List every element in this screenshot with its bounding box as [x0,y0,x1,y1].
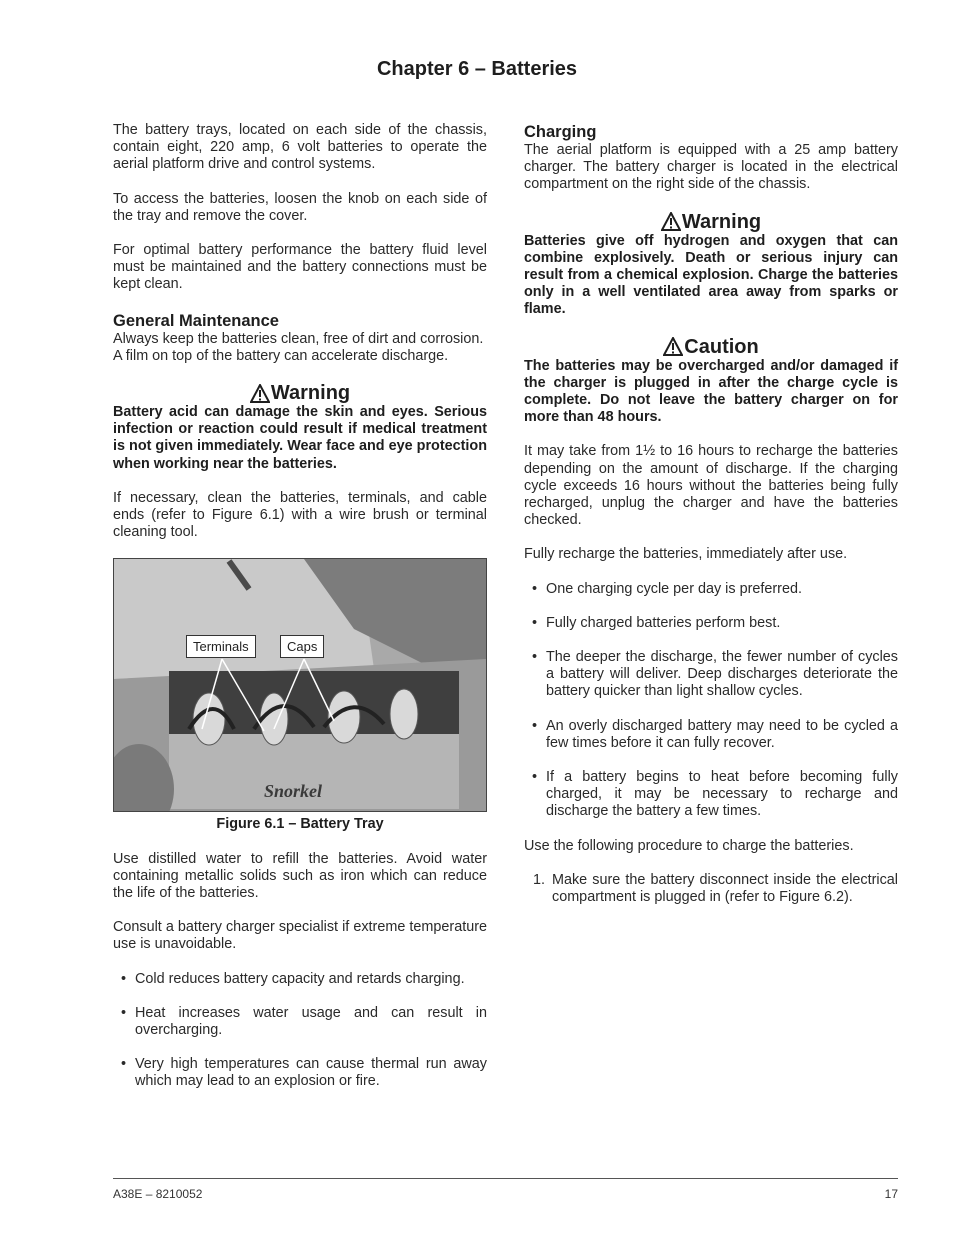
list-item [524,872,898,906]
list-item: • Fully charged batteries perform best. [524,615,898,632]
warning-triangle-icon [661,212,681,231]
charging-paragraph: The aerial platform is equipped with a 25 amp battery charger. The battery charger is located in the electrical compartment on the right side of the chassis. [524,142,898,193]
warning-heading [524,211,898,233]
footer-document-id: A38E – 8210052 [113,1187,203,1201]
list-item: • Heat increases water usage and can result in overcharging. [113,1005,487,1039]
fully-recharge-paragraph: Fully recharge the batteries, immediately after use. [524,546,848,563]
temperature-paragraph: Consult a battery charger specialist if extreme temperature use is unavoidable. [113,919,487,953]
figure-caption: Figure 6.1 – Battery Tray [216,816,384,833]
caution-triangle-icon [663,337,683,356]
charging-heading: Charging [524,123,597,141]
cleaning-paragraph: If necessary, clean the batteries, terminals, and cable ends (refer to Figure 6.1) with a wire brush or terminal cleaning tool. [113,489,487,541]
recharge-paragraph: It may take from 1½ to 16 hours to recharge the batteries depending on the amount of discharge. If the charging cycle exceeds 16 hours without the batteries being fully recharged, unplug the charger and have the batteries checked. [524,443,898,529]
intro-paragraph-3: For optimal battery performance the battery fluid level must be maintained and the battery connections must be kept clean. [113,242,487,293]
chapter-title: Chapter 6 – Batteries [376,58,578,80]
warning-body: Battery acid can damage the skin and eyes. Serious infection or reaction could result if medical treatment is not given immediately. Wear face and eye protection when working near the batteries. [113,404,487,472]
footer-page-number: 17 [884,1187,898,1201]
list-item: • If a battery begins to heat before becoming fully charged, it may be necessary to recharge and discharge the battery a few times. [524,769,898,821]
general-maintenance-paragraph: Always keep the batteries clean, free of dirt and corrosion. A film on top of the battery can accelerate discharge. [113,330,484,364]
charging-bullet-list [524,581,898,821]
step-number: 1. [533,871,546,888]
terminals-label: Terminals [186,635,256,658]
battery-tray-figure [113,558,487,812]
general-maintenance-heading: General Maintenance [113,311,279,330]
right-column [524,122,898,923]
intro-paragraph-1: The battery trays, located on each side of the chassis, contain eight, 220 amp, 6 volt batteries to operate the aerial platform drive and control systems. [113,122,487,173]
caps-label: Caps [280,635,324,658]
caution-heading-text: Caution [684,335,759,358]
footer-divider [113,1178,898,1179]
warning-heading-text: Warning [270,382,351,405]
warning-body: Batteries give off hydrogen and oxygen that can combine explosively. Death or serious injury can result from a chemical explosion. Charge the batteries only in a well ventilated area away from sparks or flame. [524,232,898,318]
water-paragraph: Use distilled water to refill the batteries. Avoid water containing metallic solids such as iron which can reduce the life of the batteries. [113,850,487,902]
procedure-steps [524,872,898,906]
intro-paragraph-2: To access the batteries, loosen the knob on each side of the tray and remove the cover. [113,190,487,224]
procedure-paragraph: Use the following procedure to charge the batteries. [524,837,854,854]
left-column [113,122,487,1108]
warning-heading [113,382,487,404]
warning-heading-text: Warning [681,210,762,233]
warning-triangle-icon [250,384,270,403]
caution-body: The batteries may be overcharged and/or damaged if the charger is plugged in after the charge cycle is complete. Do not leave the battery charger on for more than 48 hours. [524,357,898,426]
list-item: • The deeper the discharge, the fewer number of cycles a battery will deliver. Deep discharges deteriorate the battery quicker than light shallow cycles. [524,649,898,701]
list-item: • Very high temperatures can cause thermal run away which may lead to an explosion or fire. [113,1056,487,1090]
list-item: • One charging cycle per day is preferred. [524,581,898,598]
battery-tray-photo [114,559,486,811]
step-text: Make sure the battery disconnect inside the electrical compartment is plugged in (refer to Figure 6.2). [552,871,898,906]
list-item: • Cold reduces battery capacity and retards charging. [113,971,487,988]
svg-text:Snorkel: Snorkel [264,781,323,802]
list-item: • An overly discharged battery may need to be cycled a few times before it can fully recover. [524,718,898,752]
caution-heading [524,336,898,358]
temperature-bullet-list [113,971,487,1091]
